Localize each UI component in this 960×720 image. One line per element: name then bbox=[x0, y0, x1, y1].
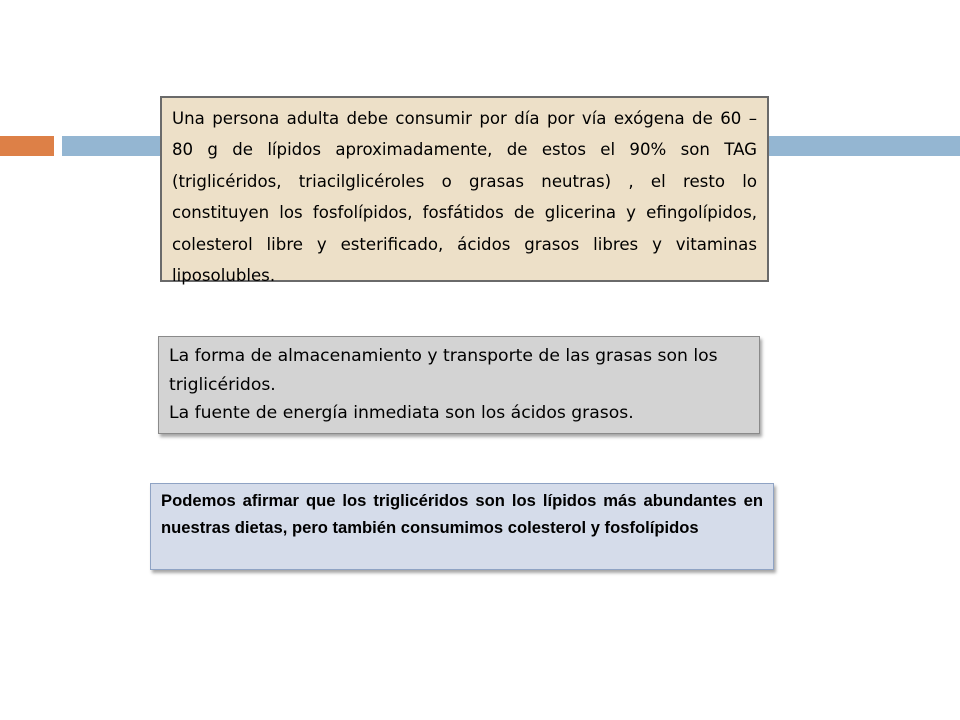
lipid-intake-text: Una persona adulta debe consumir por día por vía exógena de 60 – 80 g de lípidos aproximadamente, de estos el 90% son TAG (triglicéridos, triacilglicéroles o grasas neutras) , el resto lo constituyen los fosfolípidos, fosfátidos de glicerina y efingolípidos, colesterol libre y esterificado, ácidos grasos libres y vitaminas liposolubles. bbox=[172, 109, 757, 286]
lipid-intake-textbox bbox=[160, 96, 769, 286]
energy-source-text: La fuente de energía inmediata son los ácidos grasos. bbox=[169, 403, 634, 423]
accent-bar-orange bbox=[0, 136, 54, 156]
storage-energy-textbox bbox=[158, 336, 760, 434]
storage-text: La forma de almacenamiento y transporte de las grasas son los triglicéridos. bbox=[169, 346, 718, 395]
conclusion-textbox bbox=[150, 483, 774, 570]
conclusion-text: Podemos afirmar que los triglicéridos son los lípidos más abundantes en nuestras dietas, pero también consumimos colesterol y fosfolípidos bbox=[161, 491, 763, 537]
